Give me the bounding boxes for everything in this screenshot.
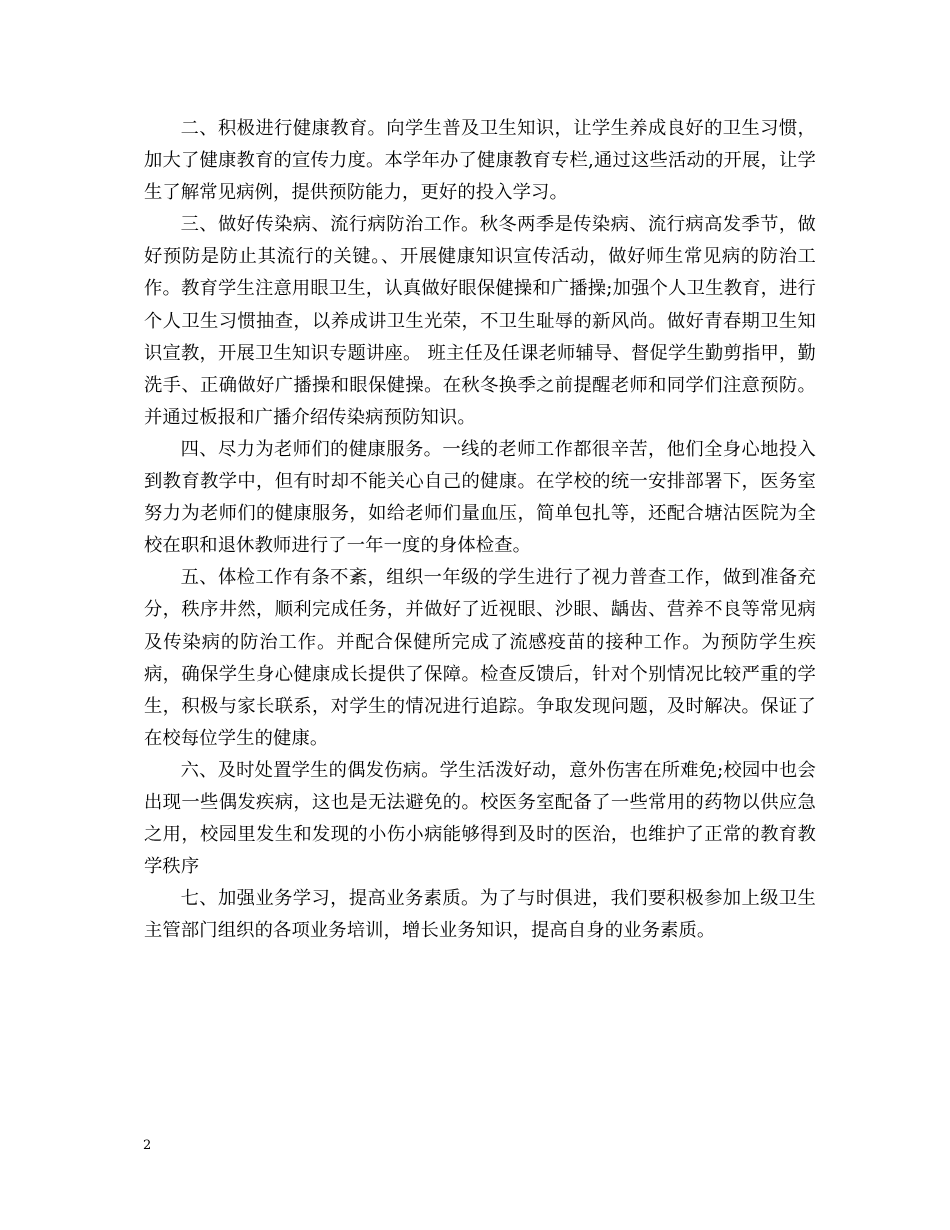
paragraph-injury-handling: 六、及时处置学生的偶发伤病。学生活泼好动，意外伤害在所难免;校园中也会出现一些偶发疾病，这也是无法避免的。校医务室配备了一些常用的药物以供应急之用，校园里发生和发现的小伤小病能够得到及时的医治，也维护了正常的教育教学秩序 bbox=[144, 759, 816, 878]
paragraph-disease-prevention: 三、做好传染病、流行病防治工作。秋冬两季是传染病、流行病高发季节，做好预防是防止其流行的关键。、开展健康知识宣传活动，做好师生常见病的防治工作。教育学生注意用眼卫生，认真做好眼保健操和广播操;加强个人卫生教育，进行个人卫生习惯抽查，以养成讲卫生光荣，不卫生耻辱的新风尚。做好青春期卫生知识宣教，开展卫生知识专题讲座。 班主任及任课老师辅导、督促学生勤剪指甲，勤洗手、正确做好广播操和眼保健操。在秋冬换季之前提醒老师和同学们注意预防。并通过板报和广播介绍传染病预防知识。 bbox=[144, 214, 816, 428]
paragraph-health-education: 二、积极进行健康教育。向学生普及卫生知识，让学生养成良好的卫生习惯，加大了健康教育的宣传力度。本学年办了健康教育专栏,通过这些活动的开展，让学生了解常见病例，提供预防能力，更好的投入学习。 bbox=[144, 118, 816, 204]
page-number: 2 bbox=[143, 1138, 152, 1153]
paragraph-physical-examination: 五、体检工作有条不紊，组织一年级的学生进行了视力普查工作，做到准备充分，秩序井然，顺利完成任务，并做好了近视眼、沙眼、龋齿、营养不良等常见病及传染病的防治工作。并配合保健所完成了流感疫苗的接种工作。为预防学生疾病，确保学生身心健康成长提供了保障。检查反馈后，针对个别情况比较严重的学生，积极与家长联系，对学生的情况进行追踪。争取发现问题，及时解决。保证了在校每位学生的健康。 bbox=[144, 567, 816, 749]
document-body bbox=[144, 113, 816, 947]
paragraph-teacher-health-service: 四、尽力为老师们的健康服务。一线的老师工作都很辛苦，他们全身心地投入到教育教学中，但有时却不能关心自己的健康。在学校的统一安排部署下，医务室努力为老师们的健康服务，如给老师们量血压，简单包扎等，还配合塘沽医院为全校在职和退休教师进行了一年一度的身体检查。 bbox=[144, 438, 816, 557]
paragraph-professional-study: 七、加强业务学习，提高业务素质。为了与时俱进，我们要积极参加上级卫生主管部门组织的各项业务培训，增长业务知识，提高自身的业务素质。 bbox=[144, 888, 816, 942]
